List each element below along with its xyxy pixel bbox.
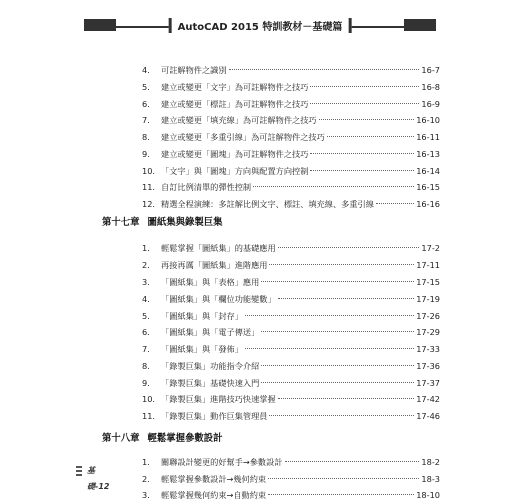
entry-title: 「錄製巨集」基礎快速入門 (161, 378, 260, 388)
toc-entry[interactable] (142, 325, 440, 339)
entry-number: 9. (142, 378, 150, 388)
toc-entry[interactable] (142, 63, 440, 77)
toc-entry[interactable] (142, 113, 440, 127)
dot-leader (278, 298, 415, 299)
entry-page: 18-2 (421, 457, 440, 467)
entry-number: 1. (142, 457, 150, 467)
entry-number: 11. (142, 182, 156, 192)
toc-entry[interactable] (142, 392, 440, 406)
toc-entry[interactable] (142, 472, 440, 486)
dot-leader (253, 186, 414, 187)
dot-leader (269, 264, 414, 265)
header-bar-right (404, 19, 436, 31)
entry-number: 3. (142, 490, 150, 500)
toc-entry[interactable] (142, 359, 440, 373)
entry-number: 3. (142, 277, 150, 287)
entry-number: 5. (142, 311, 150, 321)
entry-number: 1. (142, 243, 150, 253)
entry-title: 建立或變更「圖塊」為可註解物件之技巧 (161, 149, 309, 159)
entry-page: 18-3 (421, 474, 440, 484)
entry-title: 關聯設計變更的好幫手→參數設計 (161, 457, 283, 467)
entry-title: 「錄製巨集」動作巨集管理員 (161, 411, 268, 421)
dot-leader (268, 494, 414, 495)
toc-entry[interactable] (142, 147, 440, 161)
entry-title: 建立或變更「填充線」為可註解物件之技巧 (161, 115, 317, 125)
chapter-label: 第十七章 (102, 217, 140, 228)
toc-entry[interactable] (142, 455, 440, 469)
entry-page: 17-37 (416, 378, 440, 388)
dot-leader (310, 170, 414, 171)
entry-number: 2. (142, 474, 150, 484)
entry-title: 「圖紙集」與「電子傳送」 (161, 327, 260, 337)
entry-title: 「錄製巨集」進階技巧快速掌握 (161, 394, 276, 404)
chapter-title: 輕鬆掌握參數設計 (147, 433, 223, 444)
page-number: 基礎-12 (84, 463, 120, 479)
entry-number: 6. (142, 327, 150, 337)
entry-title: 輕鬆掌握「圖紙集」的基礎應用 (161, 243, 276, 253)
entry-page: 17-33 (416, 344, 440, 354)
dot-leader (261, 331, 414, 332)
dot-leader (261, 382, 414, 383)
entry-page: 16-9 (421, 99, 440, 109)
entry-number: 11. (142, 411, 156, 421)
toc-entry[interactable] (142, 309, 440, 323)
dot-leader (327, 136, 414, 137)
dot-leader (376, 203, 414, 204)
dot-leader (319, 119, 415, 120)
entry-page: 16-14 (416, 166, 440, 176)
toc-entry[interactable] (142, 275, 440, 289)
entry-title: 「圖紙集」與「發佈」 (161, 344, 243, 354)
entry-number: 2. (142, 260, 150, 270)
entry-title: 自訂比例清單的彈性控制 (161, 182, 252, 192)
entry-page: 17-2 (421, 243, 440, 253)
header-title: AutoCAD 2015 特訓教材－基礎篇 (169, 18, 352, 33)
entry-title: 「圖紙集」與「封存」 (161, 311, 243, 321)
dot-leader (261, 281, 414, 282)
entry-number: 5. (142, 82, 150, 92)
entry-title: 「文字」與「圖塊」方向與配置方向控制 (161, 166, 309, 176)
footer-stripe (76, 466, 82, 468)
page-footer (76, 463, 120, 491)
entry-title: 再接再厲「圖紙集」進階應用 (161, 260, 268, 270)
entry-title: 輕鬆掌握幾何約束→自動約束 (161, 490, 267, 500)
dot-leader (229, 69, 420, 70)
entry-page: 17-29 (416, 327, 440, 337)
entry-page: 16-16 (416, 199, 440, 209)
entry-page: 16-15 (416, 182, 440, 192)
entry-title: 建立或變更「文字」為可註解物件之技巧 (161, 82, 309, 92)
toc-entry[interactable] (142, 130, 440, 144)
entry-page: 16-8 (421, 82, 440, 92)
dot-leader (245, 315, 414, 316)
toc-entry[interactable] (142, 164, 440, 178)
toc-entry[interactable] (142, 409, 440, 423)
entry-page: 17-26 (416, 311, 440, 321)
entry-page: 17-15 (416, 277, 440, 287)
toc-entry[interactable] (142, 488, 440, 500)
toc-entry[interactable] (142, 97, 440, 111)
entry-number: 10. (142, 166, 156, 176)
entry-title: 「圖紙集」與「表格」應用 (161, 277, 260, 287)
entry-number: 7. (142, 115, 150, 125)
entry-page: 17-42 (416, 394, 440, 404)
entry-title: 可註解物件之識別 (161, 65, 227, 75)
toc-entry[interactable] (142, 342, 440, 356)
dot-leader (278, 247, 420, 248)
toc-entry[interactable] (142, 80, 440, 94)
entry-number: 10. (142, 394, 156, 404)
chapter-title: 圖紙集與錄製巨集 (147, 217, 223, 228)
toc-entry[interactable] (142, 241, 440, 255)
entry-title: 「圖紙集」與「欄位功能變數」 (161, 294, 276, 304)
entry-number: 4. (142, 294, 150, 304)
entry-number: 6. (142, 99, 150, 109)
entry-page: 17-11 (416, 260, 440, 270)
toc-entry[interactable] (142, 180, 440, 194)
entry-number: 9. (142, 149, 150, 159)
dot-leader (278, 398, 415, 399)
entry-number: 8. (142, 361, 150, 371)
toc-entry[interactable] (142, 376, 440, 390)
chapter-heading (102, 214, 223, 228)
chapter-heading (102, 430, 223, 444)
dot-leader (269, 415, 414, 416)
chapter-label: 第十八章 (102, 433, 140, 444)
entry-page: 17-19 (416, 294, 440, 304)
entry-page: 18-10 (416, 490, 440, 500)
dot-leader (310, 103, 419, 104)
dot-leader (310, 86, 419, 87)
footer-stripe (76, 474, 82, 476)
dot-leader (245, 348, 414, 349)
running-header (84, 11, 436, 33)
entry-number: 7. (142, 344, 150, 354)
dot-leader (268, 478, 419, 479)
entry-page: 16-10 (416, 115, 440, 125)
dot-leader (285, 461, 420, 462)
entry-title: 建立或變更「多重引線」為可註解物件之技巧 (161, 132, 325, 142)
toc-entry[interactable] (142, 197, 440, 211)
entry-title: 「錄製巨集」功能指令介紹 (161, 361, 260, 371)
entry-page: 16-13 (416, 149, 440, 159)
entry-page: 17-36 (416, 361, 440, 371)
entry-page: 16-7 (421, 65, 440, 75)
entry-title: 精選全程演練：多註解比例文字、標註、填充線、多重引線 (161, 199, 374, 209)
toc-entry[interactable] (142, 258, 440, 272)
toc-entry[interactable] (142, 292, 440, 306)
entry-number: 8. (142, 132, 150, 142)
entry-title: 建立或變更「標註」為可註解物件之技巧 (161, 99, 309, 109)
entry-page: 16-11 (416, 132, 440, 142)
entry-number: 12. (142, 199, 156, 209)
entry-page: 17-46 (416, 411, 440, 421)
footer-stripe (76, 470, 82, 472)
header-bar-left (84, 19, 116, 31)
dot-leader (261, 365, 414, 366)
entry-title: 輕鬆掌握參數設計→幾何約束 (161, 474, 267, 484)
dot-leader (310, 153, 414, 154)
entry-number: 4. (142, 65, 150, 75)
